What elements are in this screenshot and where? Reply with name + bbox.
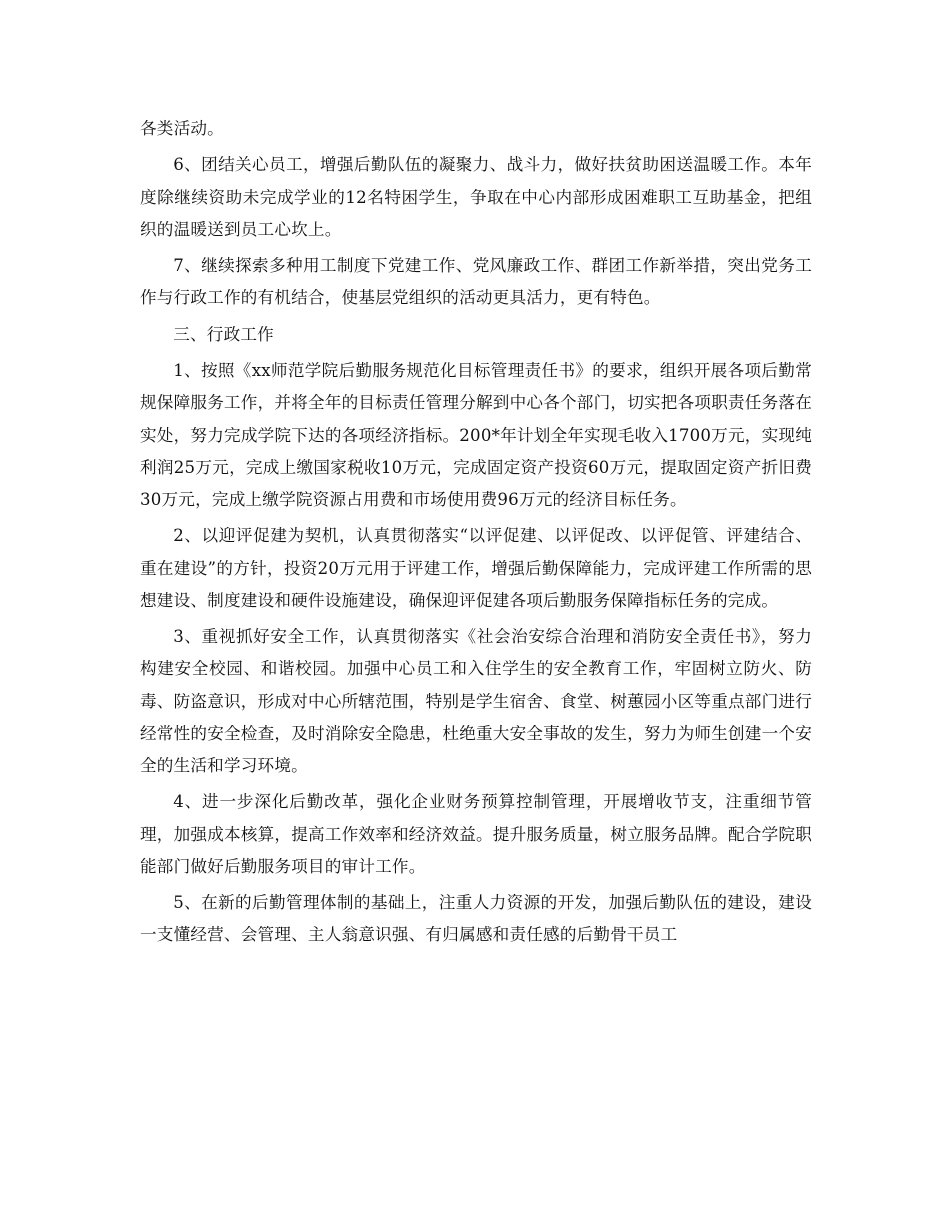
paragraph-6: 3、重视抓好安全工作，认真贯彻落实《社会治安综合治理和消防安全责任书》，努力构建安全校园、和谐校园。加强中心员工和入住学生的安全教育工作，牢固树立防火、防毒、防盗意识，形成对中心所辖范围，特别是学生宿舍、食堂、树蕙园小区等重点部门进行经常性的安全检查，及时消除安全隐患，杜绝重大安全事故的发生，努力为师生创建一个安全的生活和学习环境。 [140, 627, 812, 775]
paragraph-2: 7、继续探索多种用工制度下党建工作、党风廉政工作、群团工作新举措，突出党务工作与行政工作的有机结合，使基层党组织的活动更具活力，更有特色。 [140, 256, 812, 308]
paragraph-5: 2、以迎评促建为契机，认真贯彻落实“以评促建、以评促改、以评促管、评建结合、重在建设”的方针，投资20万元用于评建工作，增强后勤保障能力，完成评建工作所需的思想建设、制度建设和硬件设施建设，确保迎评促建各项后勤服务保障指标任务的完成。 [140, 526, 812, 610]
section-heading-administration: 三、行政工作 [173, 324, 274, 344]
paragraph-1: 6、团结关心员工，增强后勤队伍的凝聚力、战斗力，做好扶贫助困送温暖工作。本年度除继续资助未完成学业的12名特困学生，争取在中心内部形成困难职工互助基金，把组织的温暖送到员工心坎上。 [140, 155, 812, 239]
paragraph-8: 5、在新的后勤管理体制的基础上，注重人力资源的开发，加强后勤队伍的建设，建设一支懂经营、会管理、主人翁意识强、有归属感和责任感的后勤骨干员工 [140, 893, 812, 945]
paragraph-4: 1、按照《xx师范学院后勤服务规范化目标管理责任书》的要求，组织开展各项后勤常规保障服务工作，并将全年的目标责任管理分解到中心各个部门，切实把各项职责任务落在实处，努力完成学院下达的各项经济指标。200*年计划全年实现毛收入1700万元，实现纯利润25万元，完成上缴国家税收10万元，完成固定资产投资60万元，提取固定资产折旧费30万元，完成上缴学院资源占用费和市场使用费96万元的经济目标任务。 [140, 361, 812, 509]
paragraph-0: 各类活动。 [140, 119, 224, 138]
document-body [140, 113, 812, 956]
paragraph-7: 4、进一步深化后勤改革，强化企业财务预算控制管理，开展增收节支，注重细节管理，加强成本核算，提高工作效率和经济效益。提升服务质量，树立服务品牌。配合学院职能部门做好后勤服务项目的审计工作。 [140, 792, 812, 876]
